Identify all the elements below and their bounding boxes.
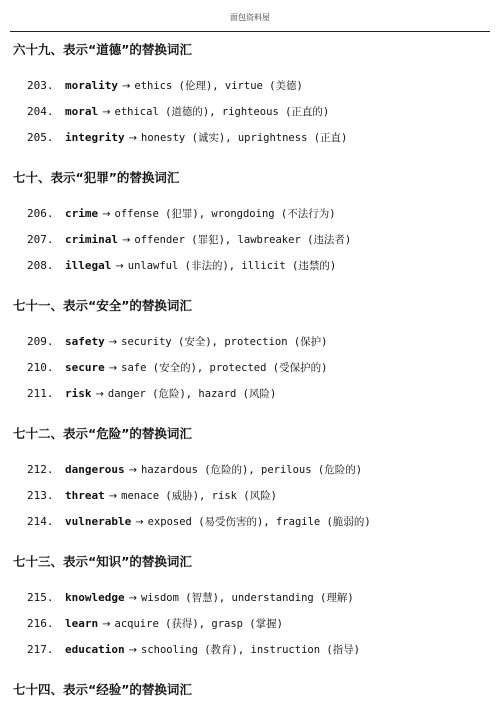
vocab-entry — [27, 642, 360, 658]
arrow-icon: → — [121, 235, 131, 246]
vocab-entry — [27, 616, 283, 632]
entry-synonyms: acquire (获得), grasp (掌握) — [114, 618, 283, 630]
entry-synonyms: ethical (道德的), righteous (正直的) — [114, 106, 330, 118]
entry-synonyms: schooling (教育), instruction (指导) — [141, 644, 361, 656]
section-title: 七十一、表示“安全”的替换词汇 — [13, 298, 192, 313]
entry-word: education — [65, 643, 125, 656]
vocab-entry — [27, 130, 347, 146]
entry-number: 216. — [27, 617, 54, 630]
entry-word: moral — [65, 105, 99, 118]
vocab-entry — [27, 386, 276, 402]
vocab-entry — [27, 590, 354, 606]
section-title: 七十二、表示“危险”的替换词汇 — [13, 426, 192, 441]
arrow-icon: → — [128, 645, 137, 656]
arrow-icon: → — [121, 81, 131, 92]
entry-word: dangerous — [65, 463, 125, 476]
arrow-icon: → — [102, 619, 111, 630]
entry-word: learn — [65, 617, 99, 630]
vocab-entry — [27, 232, 351, 248]
vocab-entry — [27, 104, 329, 120]
entry-word: illegal — [65, 259, 112, 272]
entry-number: 215. — [27, 591, 54, 604]
entry-number: 212. — [27, 463, 54, 476]
entry-word: threat — [65, 489, 105, 502]
entry-synonyms: honesty (诚实), uprightness (正直) — [141, 132, 348, 144]
header-rule — [10, 31, 490, 32]
entry-number: 210. — [27, 361, 54, 374]
entry-number: 203. — [27, 79, 54, 92]
vocab-entry — [27, 462, 362, 478]
arrow-icon: → — [108, 337, 118, 348]
entry-synonyms: hazardous (危险的), perilous (危险的) — [141, 464, 363, 476]
arrow-icon: → — [115, 261, 124, 272]
arrow-icon: → — [128, 465, 137, 476]
entry-synonyms: danger (危险), hazard (风险) — [107, 388, 277, 400]
entry-number: 204. — [27, 105, 54, 118]
entry-synonyms: offense (犯罪), wrongdoing (不法行为) — [114, 208, 336, 220]
arrow-icon: → — [102, 107, 111, 118]
entry-number: 206. — [27, 207, 54, 220]
entry-number: 209. — [27, 335, 54, 348]
arrow-icon: → — [135, 517, 144, 528]
vocab-entry — [27, 360, 327, 376]
entry-word: safety — [65, 335, 105, 348]
entry-synonyms: safe (安全的), protected (受保护的) — [121, 362, 328, 374]
vocab-entry — [27, 334, 328, 350]
vocab-entry — [27, 514, 371, 530]
entry-number: 211. — [27, 387, 54, 400]
entry-synonyms: menace (威胁), risk (风险) — [121, 490, 277, 502]
entry-word: vulnerable — [65, 515, 132, 528]
arrow-icon: → — [95, 389, 104, 400]
entry-word: crime — [65, 207, 99, 220]
section-title: 七十四、表示“经验”的替换词汇 — [13, 682, 192, 697]
entry-number: 213. — [27, 489, 54, 502]
arrow-icon: → — [128, 593, 137, 604]
entry-synonyms: security (安全), protection (保护) — [121, 336, 328, 348]
section-title: 六十九、表示“道德”的替换词汇 — [13, 42, 192, 57]
arrow-icon: → — [108, 491, 118, 502]
arrow-icon: → — [102, 209, 111, 220]
entry-synonyms: unlawful (非法的), illicit (违禁的) — [127, 260, 337, 272]
entry-word: secure — [65, 361, 105, 374]
entry-number: 207. — [27, 233, 54, 246]
entry-number: 205. — [27, 131, 54, 144]
entry-synonyms: offender (罪犯), lawbreaker (违法者) — [134, 234, 352, 246]
entry-synonyms: ethics (伦理), virtue (美德) — [134, 80, 303, 92]
entry-word: morality — [65, 79, 118, 92]
arrow-icon: → — [128, 133, 137, 144]
entry-word: risk — [65, 387, 92, 400]
vocab-entry — [27, 206, 336, 222]
entry-number: 214. — [27, 515, 54, 528]
vocab-entry — [27, 488, 277, 504]
entry-word: integrity — [65, 131, 125, 144]
section-title: 七十三、表示“知识”的替换词汇 — [13, 554, 192, 569]
vocab-entry — [27, 78, 303, 94]
arrow-icon: → — [108, 363, 118, 374]
entry-word: criminal — [65, 233, 118, 246]
entry-word: knowledge — [65, 591, 125, 604]
entry-synonyms: exposed (易受伤害的), fragile (脆弱的) — [147, 516, 371, 528]
section-title: 七十、表示“犯罪”的替换词汇 — [13, 170, 180, 185]
entry-number: 217. — [27, 643, 54, 656]
entry-synonyms: wisdom (智慧), understanding (理解) — [141, 592, 354, 604]
vocab-entry — [27, 258, 336, 274]
page-header: 面包资料屋 — [230, 13, 270, 22]
entry-number: 208. — [27, 259, 54, 272]
